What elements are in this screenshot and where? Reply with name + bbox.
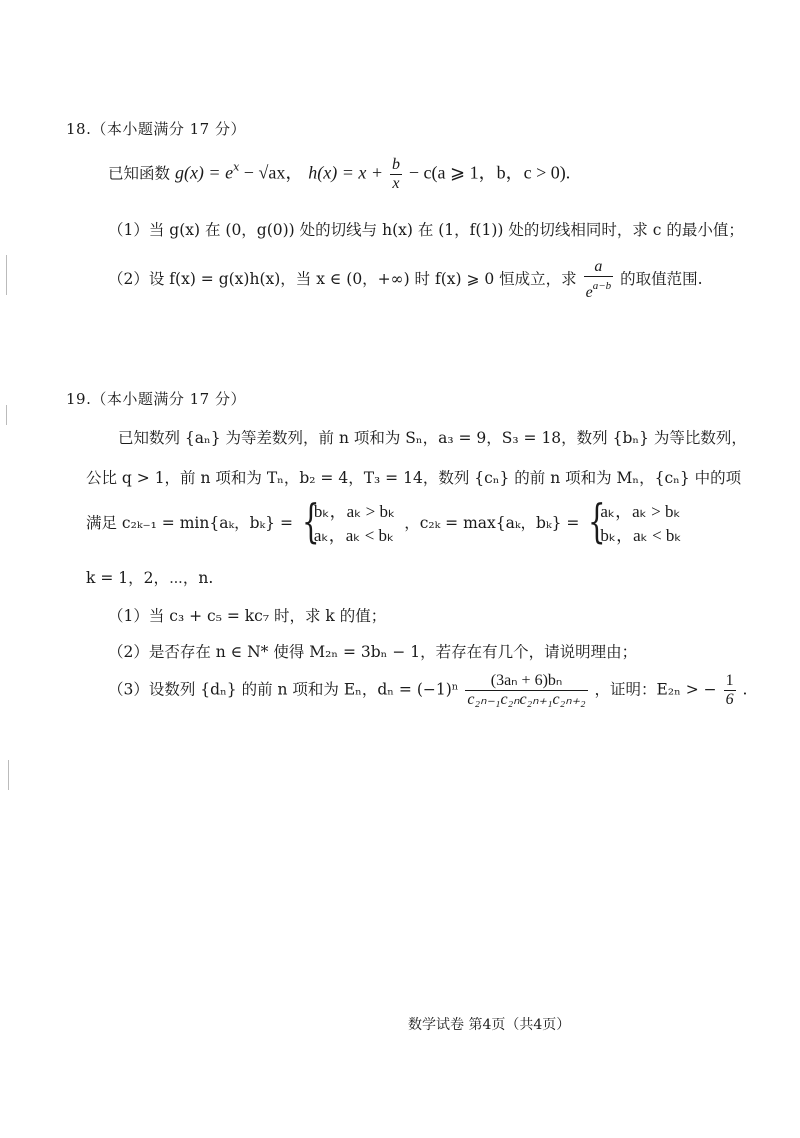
min-row-1: bₖ，aₖ > bₖ [313,502,396,521]
q18-frac-num: b [391,156,400,173]
q18-part1: （1）当 g(x) 在 (0，g(0)) 处的切线与 h(x) 在 (1，f(1)) 处的切线相同时，求 c 的最小值； [108,221,744,239]
q18-p2-den-exp: a−b [592,280,612,292]
q18-intro [108,156,570,193]
q18-p2-frac-den [584,277,614,302]
q18-p2-frac-num: a [584,258,614,277]
page-footer: 数学试卷 第4页（共4页） [408,1017,571,1033]
q19-p3-fraction [465,672,587,709]
q19-line3 [86,494,686,548]
q19-p3-frac2-den: 6 [725,691,734,708]
q18-part2 [108,258,703,302]
q18-p2-suffix: 的取值范围. [620,270,703,288]
q19-part1: （1）当 c₃ + c₅ = kc₇ 时，求 k 的值； [108,607,387,625]
q19-line4: k = 1，2，⋯，n. [86,569,214,587]
q19-p3-fraction-2 [724,672,736,709]
q19-p3-frac-den: c₂ₙ₋₁c₂ₙc₂ₙ₊₁c₂ₙ₊₂ [467,691,586,708]
max-row-1: aₖ，aₖ > bₖ [600,502,681,521]
question-18-header: 18.（本小题满分 17 分） [66,120,246,138]
q18-h-def: h(x) = x + [308,162,384,183]
q18-g-def: g(x) = e [174,162,234,183]
q18-p2-prefix: （2）设 f(x) = g(x)h(x)，当 x ∈ (0，+∞) 时 f(x) ⩾ 0 恒成立，求 [108,270,577,288]
q19-p3-mid: ，证明：E₂ₙ > − [594,680,717,699]
scan-mark [8,760,9,790]
q18-frac-den: x [392,175,400,192]
left-brace-icon: { [301,494,320,548]
q19-part3 [108,672,747,709]
q18-p2-fraction [584,258,614,302]
q18-p2-den-base: e [585,284,593,301]
min-row-2: aₖ，aₖ < bₖ [313,526,395,545]
min-piecewise [301,494,396,548]
scan-mark [6,255,7,295]
max-row-2: bₖ，aₖ < bₖ [600,526,682,545]
q18-h-rest: − c(a ⩾ 1，b，c > 0). [408,162,571,183]
q19-line1: 已知数列 {aₙ} 为等差数列，前 n 项和为 Sₙ，a₃ = 9，S₃ = 18，数列 {bₙ} 为等比数列， [118,429,747,447]
q18-g-exp: x [233,160,240,174]
q18-intro-prefix: 已知函数 [108,164,171,183]
scan-mark [6,405,7,425]
q19-part2: （2）是否存在 n ∈ N* 使得 M₂ₙ = 3bₙ − 1，若存在有几个，请说明理由； [108,643,638,661]
q19-p3-end: . [742,680,748,699]
q19-p3-prefix: （3）设数列 {dₙ} 的前 n 项和为 Eₙ，dₙ = (−1)ⁿ [108,680,459,699]
q19-p3-frac2-num: 1 [725,672,734,689]
question-19-header: 19.（本小题满分 17 分） [66,390,246,408]
q18-h-fraction [390,156,402,193]
max-piecewise [588,494,682,548]
q19-l3-mid: ，c₂ₖ = max{aₖ，bₖ} = [404,514,580,532]
left-brace-icon: { [588,494,606,548]
q19-p3-frac-num: (3aₙ + 6)bₙ [465,672,587,691]
q19-line2: 公比 q > 1，前 n 项和为 Tₙ，b₂ = 4，T₃ = 14，数列 {cₙ} 的前 n 项和为 Mₙ，{cₙ} 中的项 [86,469,742,487]
q19-l3-prefix: 满足 c₂ₖ₋₁ = min{aₖ，bₖ} = [86,514,293,532]
q18-g-rest: − √ax， [239,162,304,183]
